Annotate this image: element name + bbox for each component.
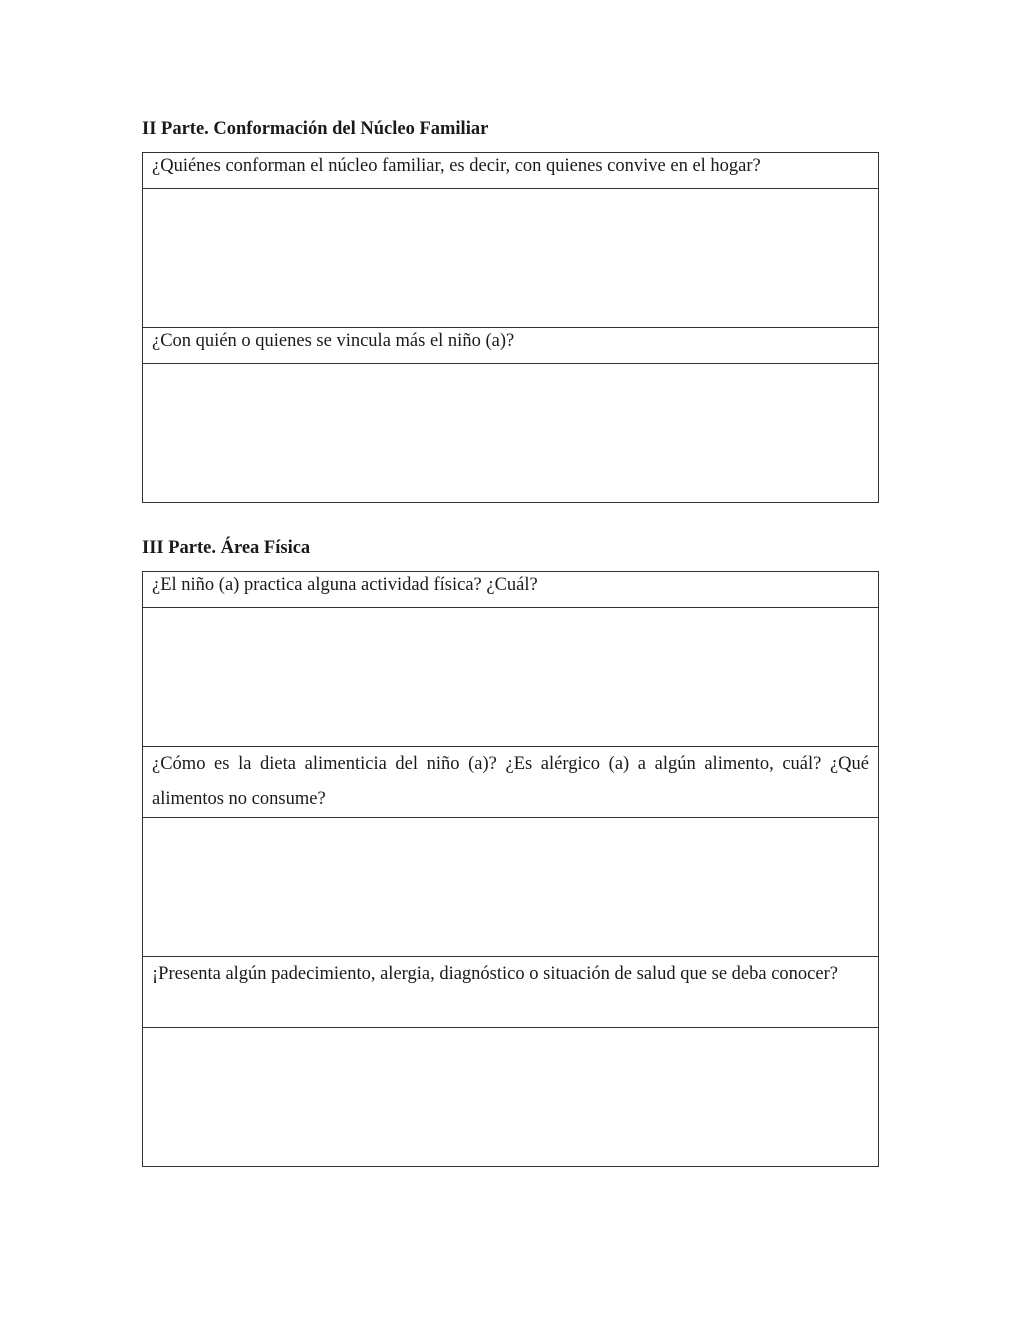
- section-area-fisica: [142, 537, 879, 1167]
- question-cell: ¡Presenta algún padecimiento, alergia, diagnóstico o situación de salud que se deba conocer?: [143, 957, 879, 1028]
- question-cell: ¿Cómo es la dieta alimenticia del niño (a)? ¿Es alérgico (a) a algún alimento, cuál? ¿Qué alimentos no consume?: [143, 747, 879, 818]
- answer-field[interactable]: [143, 189, 879, 328]
- question-cell: ¿Con quién o quienes se vincula más el niño (a)?: [143, 328, 879, 364]
- answer-field[interactable]: [143, 1028, 879, 1167]
- answer-field[interactable]: [143, 608, 879, 747]
- questionnaire-table: [142, 571, 879, 1167]
- question-cell: ¿Quiénes conforman el núcleo familiar, es decir, con quienes convive en el hogar?: [143, 153, 879, 189]
- section-title: III Parte. Área Física: [142, 538, 311, 558]
- question-cell: ¿El niño (a) practica alguna actividad física? ¿Cuál?: [143, 572, 879, 608]
- answer-field[interactable]: [143, 818, 879, 957]
- answer-field[interactable]: [143, 364, 879, 503]
- section-nucleo-familiar: [142, 118, 879, 503]
- questionnaire-table: [142, 152, 879, 503]
- section-title: II Parte. Conformación del Núcleo Familiar: [142, 119, 489, 139]
